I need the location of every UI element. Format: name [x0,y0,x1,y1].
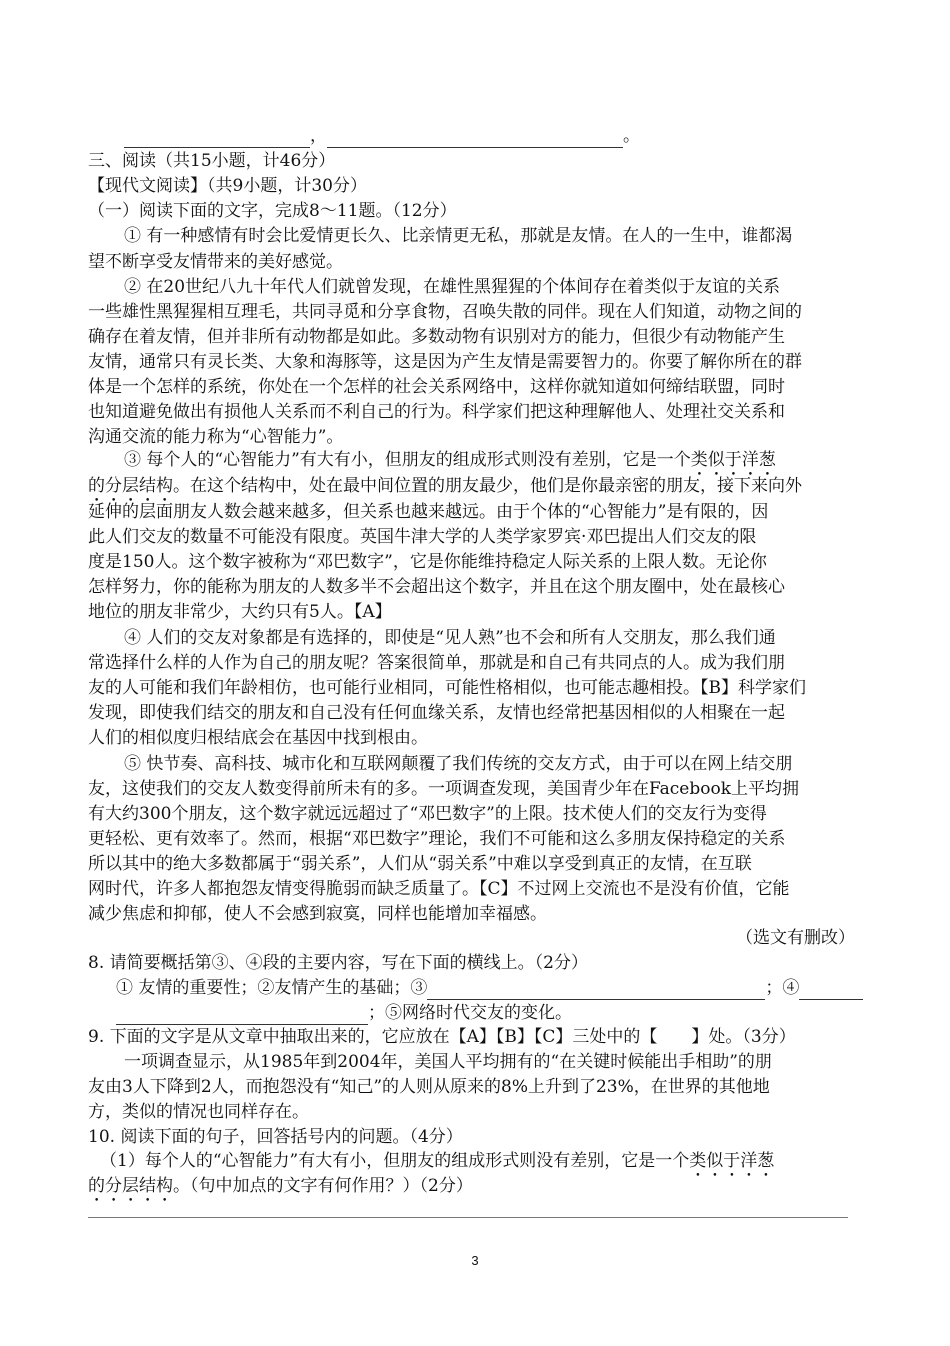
question-10: 10. 阅读下面的句子，回答括号内的问题。（4分） [88,1127,463,1147]
dotted-emphasis: 类似于洋葱 [689,1151,775,1171]
passage-line: 一些雄性黑猩猩相互理毛，共同寻觅和分享食物，召唤失散的同伴。现在人们知道，动物之间的 [88,302,802,322]
dotted-emphasis: 的分层结构 [88,476,173,496]
question-8-answer-line: ① 友情的重要性；②友情产生的基础；③ ；④ [116,976,863,1000]
dotted-emphasis: 的分层结构 [88,1176,173,1196]
passage-line: 延伸的层面朋友人数会越来越多，但关系也越来越远。由于个体的“心智能力”是有限的，因 [88,502,769,522]
answer-line-top: ， 。 [124,124,640,148]
passage-line: 此人们交友的数量不可能没有限度。英国牛津大学的人类学家罗宾·邓巴提出人们交友的限 [88,527,757,547]
question-9: 9. 下面的文字是从文章中抽取出来的，它应放在【A】【B】【C】三处中的【 】处。（3分） [88,1027,796,1047]
passage-line: ③ 每个人的“心智能力”有大有小，但朋友的组成形式则没有差别，它是一个类似于洋葱 [124,450,776,470]
passage-line: 友，这使我们的交友人数变得前所未有的多。一项调查发现，美国青少年在Facebook上平均拥 [88,779,800,799]
passage-line: 常选择什么样的人作为自己的朋友呢？答案很简单，那就是和自己有共同点的人。成为我们朋 [88,653,785,673]
passage-line: 也知道避免做出有损他人关系而不利自己的行为。科学家们把这种理解他人、处理社交关系和 [88,402,785,422]
passage-line: 怎样努力，你的能称为朋友的人数多半不会超出这个数字，并且在这个朋友圈中，处在最核心 [88,577,785,597]
answer-blank-4-cont[interactable] [116,1006,368,1025]
passage-line: 望不断享受友情带来的美好感觉。 [88,252,343,272]
answer-blank-3[interactable] [427,981,765,1000]
passage-line: ② 在20世纪八九十年代人们就曾发现，在雄性黑猩猩的个体间存在着类似于友谊的关系 [124,277,781,297]
passage-line: 友的人可能和我们年龄相仿，也可能行业相同，可能性格相似，也可能志趣相投。【B】科学家们 [88,678,806,698]
passage-line: 友情，通常只有灵长类、大象和海豚等，这是因为产生友情是需要智力的。你要了解你所在的群 [88,352,802,372]
passage-line: ④ 人们的交友对象都是有选择的，即使是“见人熟”也不会和所有人交朋友，那么我们通 [124,628,776,648]
answer-line[interactable] [88,1217,848,1218]
question-8: 8. 请简要概括第③、④段的主要内容，写在下面的横线上。（2分） [88,953,588,973]
passage-line: 沟通交流的能力称为“心智能力”。 [88,427,344,447]
question-10-1: 的分层结构。（句中加点的文字有何作用？）（2分） [88,1176,473,1196]
question-10-1: （1）每个人的“心智能力”有大有小，但朋友的组成形式则没有差别，它是一个类似于洋葱 [100,1151,775,1171]
blank[interactable] [327,129,623,148]
source-note: （选文有删改） [736,928,855,948]
passage-line: 发现，即使我们结交的朋友和自己没有任何血缘关系，友情也经常把基因相似的人相聚在一起 [88,703,785,723]
part-heading: （一）阅读下面的文字，完成8～11题。（12分） [88,201,457,221]
passage-line: 减少焦虑和抑郁，使人不会感到寂寞，同样也能增加幸福感。 [88,904,547,924]
subsection-heading: 【现代文阅读】（共9小题，计30分） [88,176,367,196]
passage-line: 人们的相似度归根结底会在基因中找到根由。 [88,728,428,748]
page-number: 3 [471,1253,479,1268]
passage-line: 网时代，许多人都抱怨友情变得脆弱而缺乏质量了。【C】不过网上交流也不是没有价值，它能 [88,879,790,899]
passage-line: 确存在着友情，但并非所有动物都是如此。多数动物有识别对方的能力，但很少有动物能产生 [88,327,785,347]
question-9-text: 友由3人下降到2人，而抱怨没有“知己”的人则从原来的8%上升到了23%，在世界的其他地 [88,1077,770,1097]
passage-line: 有大约300个朋友，这个数字就远远超过了“邓巴数字”的上限。技术使人们的交友行为变得 [88,804,767,824]
passage-line: 地位的朋友非常少，大约只有5人。【A】 [88,602,392,622]
passage-line: 度是150人。这个数字被称为“邓巴数字”，它是你能维持稳定人际关系的上限人数。无论你 [88,552,767,572]
passage-line: 更轻松、更有效率了。然而，根据“邓巴数字”理论，我们不可能和这么多朋友保持稳定的关系 [88,829,786,849]
passage-line: 所以其中的绝大多数都属于“弱关系”，人们从“弱关系”中难以享受到真正的友情，在互联 [88,854,752,874]
section-heading: 三、阅读（共15小题，计46分） [88,151,336,171]
question-9-text: 方，类似的情况也同样存在。 [88,1102,309,1122]
passage-line: ⑤ 快节奏、高科技、城市化和互联网颠覆了我们传统的交友方式，由于可以在网上结交朋 [124,754,793,774]
passage-line: 体是一个怎样的系统，你处在一个怎样的社会关系网络中，这样你就知道如何缔结联盟，同时 [88,377,785,397]
passage-line: ① 有一种感情有时会比爱情更长久、比亲情更无私，那就是友情。在人的一生中，谁都渴 [124,226,793,246]
dotted-emphasis: 类似于洋葱 [690,450,776,470]
passage-line: 的分层结构。在这个结构中，处在最中间位置的朋友最少，他们是你最亲密的朋友，接下来向外 [88,476,802,496]
question-9-text: 一项调查显示，从1985年到2004年，美国人平均拥有的“在关键时候能出手相助”的朋 [124,1052,772,1072]
blank[interactable] [124,129,310,148]
question-8-answer-line: ；⑤网络时代交友的变化。 [116,1001,572,1025]
answer-blank-4[interactable] [799,981,863,1000]
